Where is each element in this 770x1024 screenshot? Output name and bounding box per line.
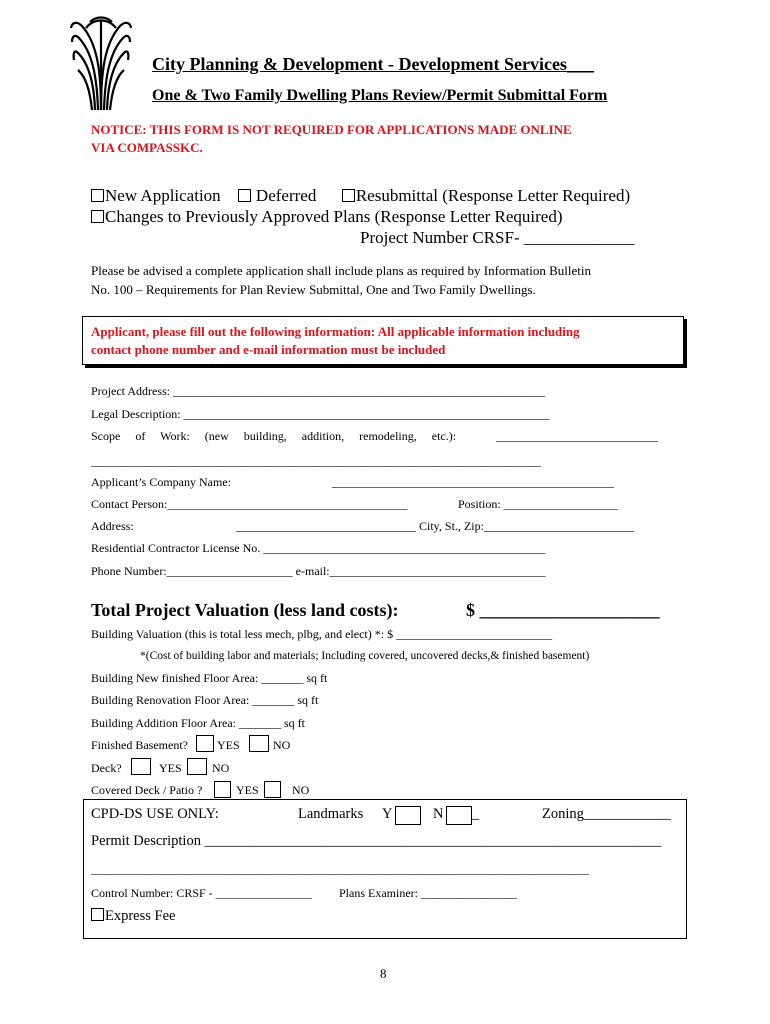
control-number-field[interactable]: Control Number: CRSF - ________________ [91, 886, 312, 900]
permit-description-line-2[interactable]: _________________________________________________________________________________ [91, 862, 590, 876]
phone-email-field[interactable]: Phone Number:_____________________ e-mail:____________________________________ [91, 564, 546, 578]
notice-line-1: NOTICE: THIS FORM IS NOT REQUIRED FOR APPLICATIONS MADE ONLINE [91, 122, 572, 137]
landmarks-label: Landmarks [298, 806, 364, 822]
new-application-label: New Application [105, 186, 221, 205]
contractor-license-field[interactable]: Residential Contractor License No. _______________________________________________ [91, 541, 546, 555]
project-number-field[interactable]: Project Number CRSF- _____________ [360, 228, 635, 247]
landmarks-n-tail: _ [472, 806, 480, 822]
finished-basement-yes-label: YES [217, 738, 240, 752]
applicant-notice-box [82, 316, 684, 365]
building-valuation-field[interactable]: Building Valuation (this is total less mech, plbg, and elect) *: $ __________________________ [91, 627, 553, 641]
scope-of-work-field[interactable]: ___________________________ [496, 429, 658, 443]
deferred-label: Deferred [255, 186, 317, 205]
valuation-note: *(Cost of building labor and materials; Including covered, uncovered decks,& finished basement) [140, 650, 590, 662]
notice-line-2: VIA COMPASSKC. [91, 140, 203, 155]
position-field[interactable]: Position: ___________________ [458, 497, 618, 511]
project-address-field[interactable]: Project Address: ______________________________________________________________ [91, 384, 545, 398]
landmarks-y-checkbox[interactable] [395, 806, 421, 825]
covered-deck-yes-label: YES [236, 783, 259, 797]
valuation-title: Total Project Valuation (less land costs): [91, 600, 399, 620]
resubmittal-checkbox[interactable] [342, 189, 355, 202]
form-title: City Planning & Development - Development Services___ [152, 54, 594, 74]
form-subtitle: One & Two Family Dwelling Plans Review/Permit Submittal Form [152, 87, 608, 104]
applicant-notice-line-2: contact phone number and e-mail information must be included [91, 342, 446, 357]
covered-deck-no-label: NO [292, 783, 310, 797]
application-type-row-2 [91, 207, 563, 227]
finished-basement-label: Finished Basement? [91, 738, 188, 752]
legal-description-field[interactable]: Legal Description: _____________________________________________________________ [91, 407, 550, 421]
page-number: 8 [380, 966, 387, 981]
deck-no-checkbox[interactable] [187, 758, 207, 775]
landmarks-n-checkbox[interactable] [446, 806, 472, 825]
city-fountain-logo [68, 14, 134, 112]
landmarks-n-label: N [433, 806, 444, 822]
permit-description-field[interactable]: Permit Description _______________________________________________________________ [91, 833, 662, 849]
covered-deck-yes-checkbox[interactable] [214, 781, 231, 798]
valuation-amount-field[interactable]: $ ____________________ [466, 600, 660, 620]
covered-deck-label: Covered Deck / Patio ? [91, 783, 203, 797]
addition-floor-area-field[interactable]: Building Addition Floor Area: _______ sq ft [91, 716, 306, 730]
company-name-field[interactable]: _______________________________________________ [332, 475, 614, 489]
advisory-line-1: Please be advised a complete application shall include plans as required by Information Bulletin [91, 263, 591, 278]
company-name-label: Applicant’s Company Name: [91, 475, 231, 489]
covered-deck-no-checkbox[interactable] [264, 781, 281, 798]
address-city-field[interactable]: ______________________________ City, St., Zip:_________________________ [236, 519, 634, 533]
deferred-checkbox[interactable] [238, 189, 251, 202]
deck-yes-checkbox[interactable] [131, 758, 151, 775]
advisory-line-2: No. 100 – Requirements for Plan Review Submittal, One and Two Family Dwellings. [91, 282, 536, 297]
changes-label: Changes to Previously Approved Plans (Response Letter Required) [105, 207, 563, 226]
express-fee-checkbox[interactable] [91, 908, 104, 921]
scope-of-work-label: Scope of Work: (new building, addition, remodeling, etc.): [91, 429, 457, 443]
contact-person-field[interactable]: Contact Person:________________________________________ [91, 497, 408, 511]
finished-basement-no-label: NO [273, 738, 291, 752]
landmarks-y-label: Y [382, 806, 393, 822]
new-floor-area-field[interactable]: Building New finished Floor Area: _______ sq ft [91, 671, 328, 685]
changes-checkbox[interactable] [91, 210, 104, 223]
deck-yes-label: YES [159, 761, 182, 775]
applicant-notice-line-1: Applicant, please fill out the following information: All applicable information including [91, 324, 580, 339]
zoning-field[interactable]: Zoning____________ [542, 806, 671, 822]
office-use-label: CPD-DS USE ONLY: [91, 806, 219, 822]
deck-no-label: NO [212, 761, 230, 775]
finished-basement-yes-checkbox[interactable] [196, 735, 214, 752]
resubmittal-label: Resubmittal (Response Letter Required) [355, 186, 631, 205]
scope-of-work-field-line-2[interactable]: ___________________________________________________________________________ [91, 454, 541, 468]
plans-examiner-field[interactable]: Plans Examiner: ________________ [339, 886, 517, 900]
finished-basement-no-checkbox[interactable] [249, 735, 269, 752]
application-type-row-1 [91, 186, 630, 206]
deck-label: Deck? [91, 761, 122, 775]
address-label: Address: [91, 519, 134, 533]
express-fee-label: Express Fee [105, 908, 176, 924]
renovation-floor-area-field[interactable]: Building Renovation Floor Area: _______ sq ft [91, 693, 319, 707]
new-application-checkbox[interactable] [91, 189, 104, 202]
express-fee-row [91, 908, 175, 925]
